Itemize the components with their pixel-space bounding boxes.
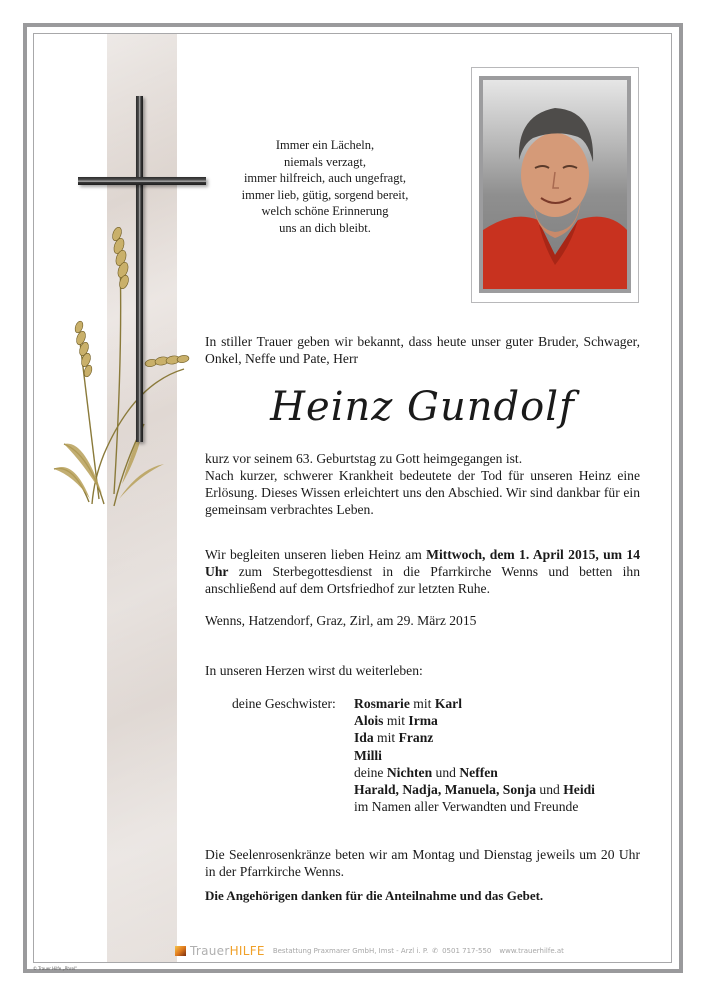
mourners-list xyxy=(354,695,595,815)
mourner-connector: im Namen aller Verwandten und Freunde xyxy=(354,799,579,815)
poem-line: immer lieb, gütig, sorgend bereit, xyxy=(241,187,409,202)
company-name: Bestattung Praxmarer GmbH, Imst - Arzl i. P. xyxy=(272,947,429,955)
poem-line: uns an dich bleibt. xyxy=(279,220,371,235)
mourner-line xyxy=(354,712,595,729)
portrait-image xyxy=(483,80,627,289)
cross-horizontal-bar xyxy=(78,177,206,185)
rosary-text: Die Seelenrosenkränze beten wir am Montag und Dienstag jeweils um 20 Uhr in der Pfarrkirche Wenns. xyxy=(205,847,640,879)
wheat-icon xyxy=(44,214,204,514)
portrait-frame xyxy=(471,67,639,303)
place-date: Wenns, Hatzendorf, Graz, Zirl, am 29. März 2015 xyxy=(205,613,477,628)
mourners-label: deine Geschwister: xyxy=(232,696,336,711)
mourner-name: Heidi xyxy=(563,782,595,798)
funeral-paragraph xyxy=(205,546,640,597)
mourner-name: Franz xyxy=(398,730,434,746)
mourner-name: Alois xyxy=(354,713,384,729)
mourner-name: Rosmarie xyxy=(354,696,410,711)
death-paragraph xyxy=(205,450,640,518)
death-line: kurz vor seinem 63. Geburtstag zu Gott heimgegangen ist. xyxy=(205,451,523,466)
poem xyxy=(205,137,445,237)
hearts-line: In unseren Herzen wirst du weiterleben: xyxy=(205,663,423,678)
poem-line: niemals verzagt, xyxy=(284,154,366,169)
image-credit: © Trauer Hilfe „Ährel" xyxy=(33,966,77,971)
trauerhilfe-logo-icon xyxy=(175,946,186,956)
mourner-line xyxy=(354,729,595,746)
mourner-line xyxy=(354,747,595,764)
phone-icon: ✆ xyxy=(432,947,439,955)
funeral-prefix: Wir begleiten unseren lieben Heinz am xyxy=(205,547,427,562)
funeral-suffix: zum Sterbegottesdienst in die Pfarrkirche Wenns und betten ihn anschließend auf dem Ortsfriedhof zur letzten Ruhe. xyxy=(205,564,640,596)
mourner-name: Neffen xyxy=(459,764,498,780)
mourner-connector: und xyxy=(536,782,564,798)
footer xyxy=(175,943,564,959)
funeral-time: um 14 Uhr xyxy=(205,547,640,579)
poem-line: welch schöne Erinnerung xyxy=(261,204,389,219)
mourner-line xyxy=(354,798,595,815)
poem-line: Immer ein Lächeln, xyxy=(275,138,375,152)
brand-name: TrauerHILFE xyxy=(190,944,265,958)
mourner-name: Irma xyxy=(408,713,438,729)
intro-text: In stiller Trauer geben wir bekannt, dass heute unser guter Bruder, Schwager, Onkel, Neffe und Pate, Herr xyxy=(205,334,640,366)
mourner-connector: mit xyxy=(409,696,435,711)
portrait-photo xyxy=(479,76,631,293)
deceased-name: Heinz Gundolf xyxy=(270,384,575,430)
website-link[interactable]: www.trauerhilfe.at xyxy=(499,947,564,955)
mourner-connector: deine xyxy=(354,764,387,780)
mourner-name: Nichten xyxy=(386,764,433,780)
cross-vertical-bar xyxy=(136,96,143,442)
funeral-date: Mittwoch, dem 1. April 2015, xyxy=(426,547,599,562)
mourner-connector: mit xyxy=(373,730,399,746)
mourner-line xyxy=(354,781,595,798)
mourner-name: Ida xyxy=(354,730,374,746)
mourner-name: Karl xyxy=(434,696,462,711)
death-text: Nach kurzer, schwerer Krankheit bedeutete der Tod für unseren Heinz eine Erlösung. Dieses Wissen erleichtert uns den Abschied. Wir sind dankbar für ein gemeinsam verbrachtes Leben. xyxy=(205,468,640,517)
phone-number: 0501 717-550 xyxy=(442,947,492,955)
mourner-name: Milli xyxy=(354,747,382,763)
mourner-line xyxy=(354,695,595,712)
mourner-name: Harald, Nadja, Manuela, Sonja xyxy=(354,782,537,798)
mourner-connector: und xyxy=(432,764,460,780)
poem-line: immer hilfreich, auch ungefragt, xyxy=(243,171,407,186)
thanks-text: Die Angehörigen danken für die Anteilnahme und das Gebet. xyxy=(205,888,544,903)
mourner-line xyxy=(354,764,595,781)
mourner-connector: mit xyxy=(383,713,409,729)
